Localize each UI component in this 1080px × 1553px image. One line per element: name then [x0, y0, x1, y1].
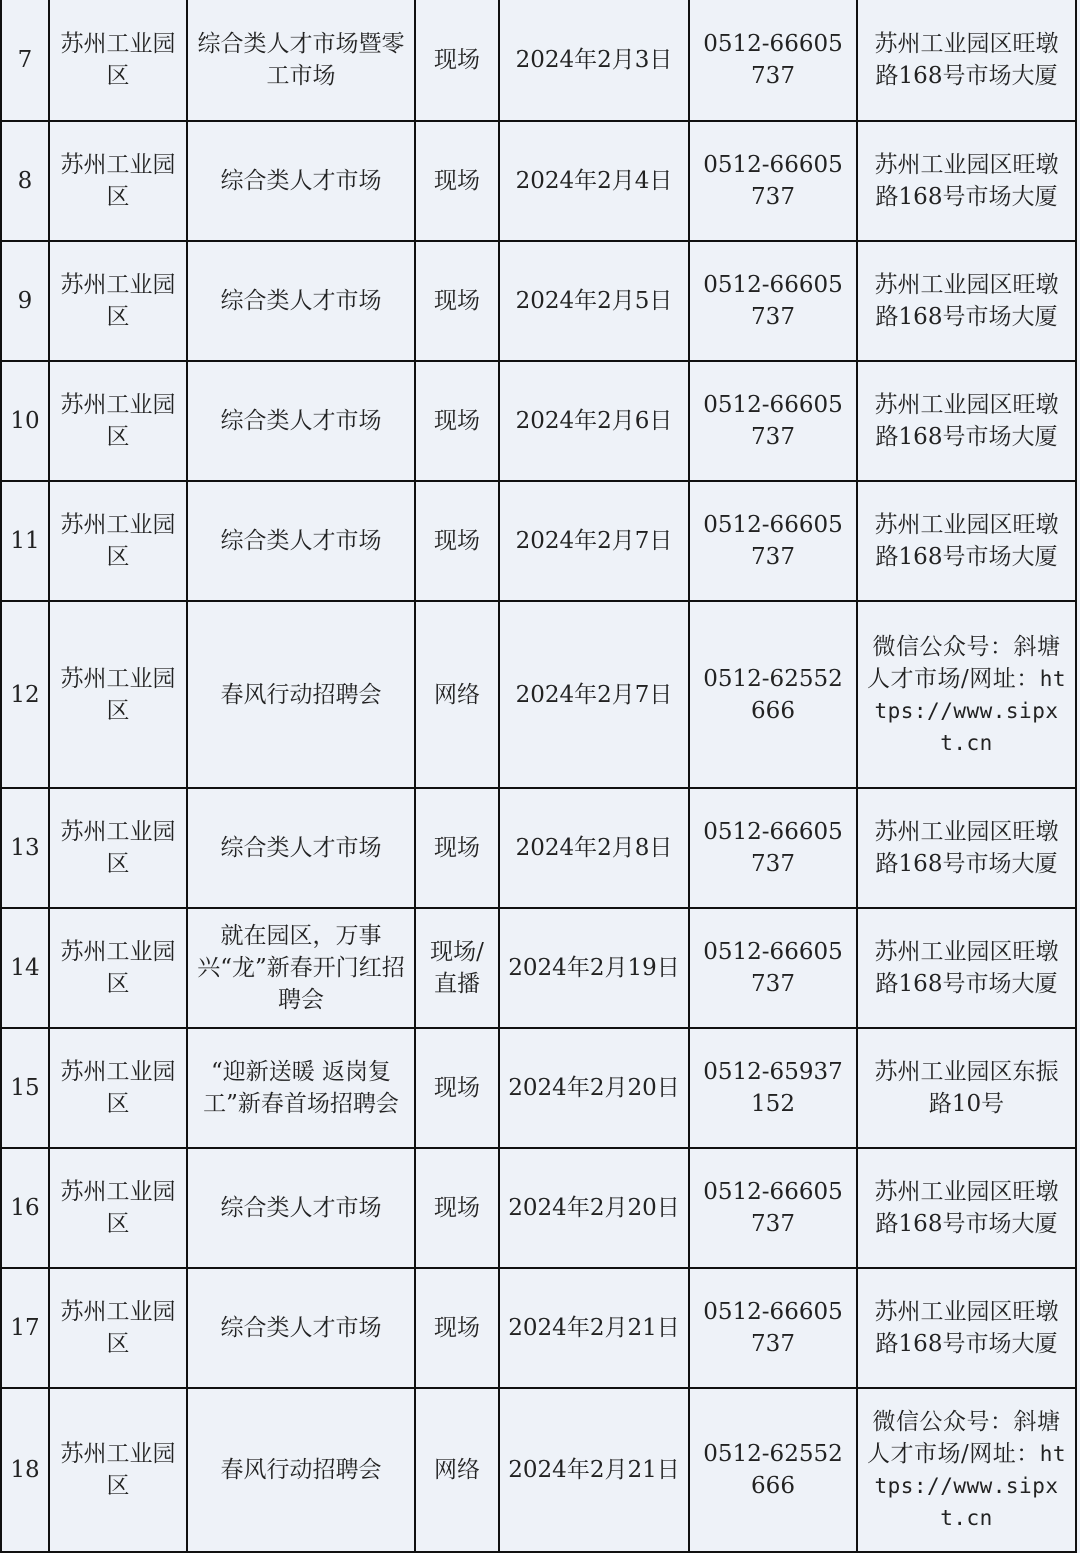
address-cell [857, 601, 1076, 788]
address-cell: 苏州工业园区旺墩路168号市场大厦 [857, 241, 1076, 361]
address-cell: 苏州工业园区旺墩路168号市场大厦 [857, 1148, 1076, 1268]
row-number: 8 [1, 121, 49, 241]
table-row [1, 601, 1076, 788]
address-cell: 苏州工业园区东振路10号 [857, 1028, 1076, 1148]
district-cell: 苏州工业园区 [49, 1028, 187, 1148]
mode-cell: 现场/直播 [415, 908, 499, 1028]
date-cell: 2024年2月5日 [499, 241, 689, 361]
event-name-cell: 综合类人才市场暨零工市场 [187, 0, 415, 121]
phone-cell: 0512-66605737 [689, 481, 857, 601]
address-cell: 苏州工业园区旺墩路168号市场大厦 [857, 908, 1076, 1028]
date-cell: 2024年2月20日 [499, 1028, 689, 1148]
date-cell: 2024年2月21日 [499, 1388, 689, 1552]
table-row [1, 121, 1076, 241]
district-cell: 苏州工业园区 [49, 788, 187, 908]
mode-cell: 现场 [415, 788, 499, 908]
mode-cell: 现场 [415, 361, 499, 481]
mode-cell: 现场 [415, 1268, 499, 1388]
phone-cell: 0512-66605737 [689, 121, 857, 241]
mode-cell: 现场 [415, 0, 499, 121]
row-number: 10 [1, 361, 49, 481]
district-cell: 苏州工业园区 [49, 121, 187, 241]
district-cell: 苏州工业园区 [49, 1388, 187, 1552]
address-text: 微信公众号：斜塘人才市场/网址： [866, 1409, 1061, 1467]
event-name-cell: 春风行动招聘会 [187, 601, 415, 788]
date-cell: 2024年2月4日 [499, 121, 689, 241]
date-cell: 2024年2月20日 [499, 1148, 689, 1268]
table-row [1, 1268, 1076, 1388]
mode-cell: 现场 [415, 1028, 499, 1148]
phone-cell: 0512-66605737 [689, 0, 857, 121]
phone-cell: 0512-66605737 [689, 1148, 857, 1268]
table-row [1, 908, 1076, 1028]
address-cell: 苏州工业园区旺墩路168号市场大厦 [857, 481, 1076, 601]
event-name-cell: 综合类人才市场 [187, 1268, 415, 1388]
address-cell: 苏州工业园区旺墩路168号市场大厦 [857, 1268, 1076, 1388]
district-cell: 苏州工业园区 [49, 1268, 187, 1388]
table-row [1, 0, 1076, 121]
district-cell: 苏州工业园区 [49, 241, 187, 361]
event-name-cell: 就在园区，万事兴“龙”新春开门红招聘会 [187, 908, 415, 1028]
event-name-cell: 综合类人才市场 [187, 788, 415, 908]
table-row [1, 1388, 1076, 1552]
phone-cell: 0512-66605737 [689, 361, 857, 481]
address-text: 微信公众号：斜塘人才市场/网址： [866, 633, 1061, 692]
event-name-cell: 综合类人才市场 [187, 1148, 415, 1268]
mode-cell: 现场 [415, 121, 499, 241]
row-number: 14 [1, 908, 49, 1028]
table-row [1, 1028, 1076, 1148]
mode-cell: 现场 [415, 241, 499, 361]
event-name-cell: 春风行动招聘会 [187, 1388, 415, 1552]
address-cell: 苏州工业园区旺墩路168号市场大厦 [857, 0, 1076, 121]
address-cell: 苏州工业园区旺墩路168号市场大厦 [857, 361, 1076, 481]
district-cell: 苏州工业园区 [49, 601, 187, 788]
address-cell: 苏州工业园区旺墩路168号市场大厦 [857, 121, 1076, 241]
row-number: 7 [1, 0, 49, 121]
event-name-cell: 综合类人才市场 [187, 361, 415, 481]
address-cell: 苏州工业园区旺墩路168号市场大厦 [857, 788, 1076, 908]
event-name-cell: “迎新送暖 返岗复工”新春首场招聘会 [187, 1028, 415, 1148]
website-link[interactable]: https://www.sipxt.cn [874, 1442, 1067, 1530]
district-cell: 苏州工业园区 [49, 361, 187, 481]
district-cell: 苏州工业园区 [49, 908, 187, 1028]
mode-cell: 现场 [415, 481, 499, 601]
table-row [1, 361, 1076, 481]
event-name-cell: 综合类人才市场 [187, 481, 415, 601]
district-cell: 苏州工业园区 [49, 481, 187, 601]
phone-cell: 0512-66605737 [689, 241, 857, 361]
address-cell [857, 1388, 1076, 1552]
row-number: 12 [1, 601, 49, 788]
date-cell: 2024年2月6日 [499, 361, 689, 481]
row-number: 11 [1, 481, 49, 601]
row-number: 17 [1, 1268, 49, 1388]
table-row [1, 481, 1076, 601]
date-cell: 2024年2月7日 [499, 601, 689, 788]
mode-cell: 现场 [415, 1148, 499, 1268]
row-number: 18 [1, 1388, 49, 1552]
phone-cell: 0512-62552666 [689, 1388, 857, 1552]
row-number: 9 [1, 241, 49, 361]
row-number: 16 [1, 1148, 49, 1268]
date-cell: 2024年2月19日 [499, 908, 689, 1028]
table-row [1, 788, 1076, 908]
phone-cell: 0512-66605737 [689, 788, 857, 908]
phone-cell: 0512-66605737 [689, 908, 857, 1028]
district-cell: 苏州工业园区 [49, 0, 187, 121]
phone-cell: 0512-66605737 [689, 1268, 857, 1388]
date-cell: 2024年2月8日 [499, 788, 689, 908]
phone-cell: 0512-62552666 [689, 601, 857, 788]
event-name-cell: 综合类人才市场 [187, 241, 415, 361]
date-cell: 2024年2月21日 [499, 1268, 689, 1388]
mode-cell: 网络 [415, 601, 499, 788]
date-cell: 2024年2月3日 [499, 0, 689, 121]
phone-cell: 0512-65937152 [689, 1028, 857, 1148]
event-name-cell: 综合类人才市场 [187, 121, 415, 241]
mode-cell: 网络 [415, 1388, 499, 1552]
row-number: 15 [1, 1028, 49, 1148]
table-row [1, 1148, 1076, 1268]
date-cell: 2024年2月7日 [499, 481, 689, 601]
website-link[interactable]: https://www.sipxt.cn [874, 666, 1067, 755]
row-number: 13 [1, 788, 49, 908]
district-cell: 苏州工业园区 [49, 1148, 187, 1268]
table-row [1, 241, 1076, 361]
